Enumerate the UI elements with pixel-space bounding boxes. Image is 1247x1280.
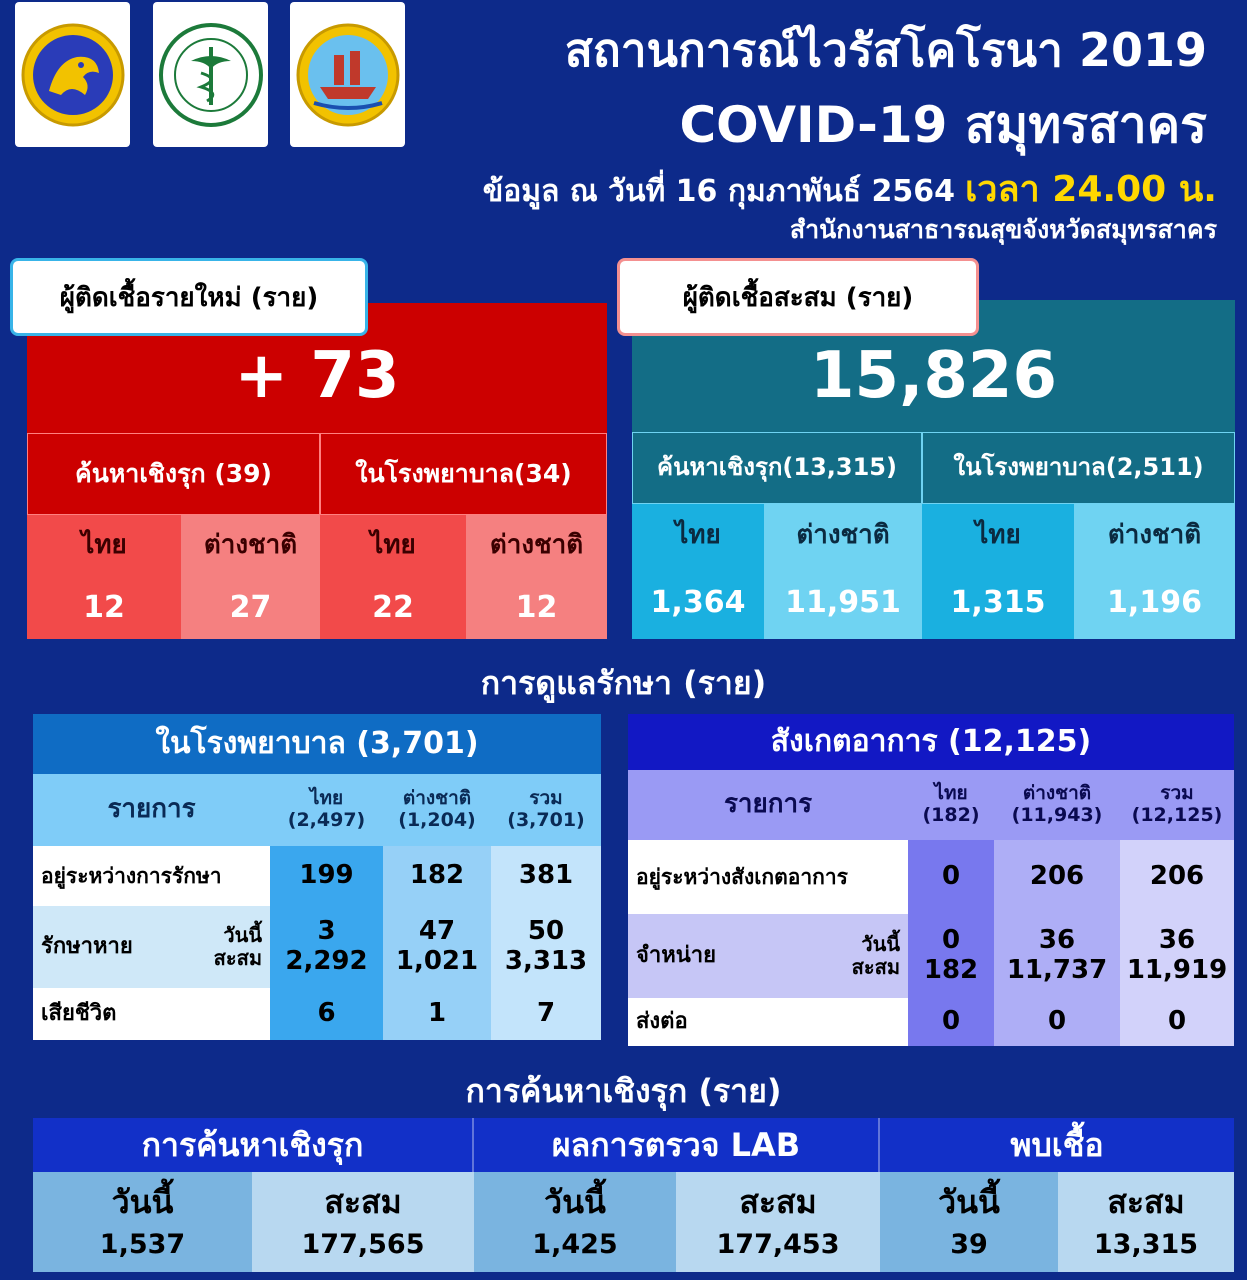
- new-cases-label: ผู้ติดเชื้อรายใหม่ (ราย): [10, 258, 368, 336]
- new-cases-total: + 73: [27, 303, 607, 433]
- new-active-foreign-label: ต่างชาติ: [181, 515, 320, 577]
- lab-result-col-header: ผลการตรวจ LAB: [474, 1118, 880, 1172]
- hospital-recovered-total-today: 50: [527, 916, 565, 947]
- observation-row-discharged: [628, 914, 908, 998]
- new-hosp-thai-value: 22: [320, 577, 466, 639]
- observation-discharged-total-cum: 11,919: [1126, 955, 1228, 985]
- observation-observing-foreign: 206: [994, 840, 1120, 914]
- observation-observing-thai: 0: [908, 840, 994, 914]
- hospital-recovered-today-label: วันนี้: [223, 923, 262, 947]
- junk-ship-emblem-icon: [294, 21, 402, 129]
- hospital-row-recovered: [33, 906, 270, 988]
- observation-col-thai: [908, 770, 994, 840]
- hospital-col-total-label: รวม: [529, 787, 563, 810]
- cum-hospital-header: ในโรงพยาบาล(2,511): [922, 432, 1235, 504]
- cum-active-thai-label: ไทย: [632, 504, 764, 568]
- hospital-col-item: รายการ: [33, 774, 270, 846]
- office-name: สำนักงานสาธารณสุขจังหวัดสมุทรสาคร: [789, 215, 1217, 244]
- hospital-row-recovered-sub: [214, 924, 262, 970]
- search-today: [33, 1172, 252, 1272]
- lab-today-value: 1,425: [532, 1228, 618, 1260]
- hospital-recovered-thai-cum: 2,292: [285, 946, 368, 976]
- new-active-thai-label: ไทย: [27, 515, 181, 577]
- hospital-recovered-total-cum: 3,313: [504, 946, 588, 976]
- hospital-col-foreign-count: (1,204): [398, 809, 476, 831]
- active-search-heading: การค้นหาเชิงรุก (ราย): [465, 1072, 782, 1110]
- hospital-recovered-cum-label: สะสม: [213, 946, 262, 970]
- hospital-treating-thai: 199: [270, 846, 383, 906]
- hospital-recovered-foreign-cum: 1,021: [395, 946, 479, 976]
- public-health-logo: [153, 2, 268, 147]
- cumulative-total: 15,826: [632, 300, 1235, 432]
- observation-col-thai-count: (182): [922, 804, 980, 826]
- observation-discharged-foreign-cum: 11,737: [1006, 955, 1108, 985]
- found-cum-label: สะสม: [1107, 1183, 1185, 1222]
- caduceus-emblem-icon: [157, 21, 265, 129]
- new-active-search-header: ค้นหาเชิงรุก (39): [27, 433, 320, 515]
- cum-hosp-foreign-label: ต่างชาติ: [1074, 504, 1235, 568]
- new-active-thai-value: 12: [27, 577, 181, 639]
- lab-today-label: วันนี้: [544, 1183, 606, 1222]
- title-line-1: สถานการณ์ไวรัสโคโรนา 2019: [564, 23, 1207, 77]
- observation-referred-total: 0: [1120, 998, 1234, 1046]
- lion-emblem-icon: [19, 21, 127, 129]
- observation-col-foreign-label: ต่างชาติ: [1022, 782, 1092, 805]
- hospital-table-title: ในโรงพยาบาล (3,701): [33, 714, 601, 774]
- new-hosp-foreign-label: ต่างชาติ: [466, 515, 607, 577]
- observation-discharged-today-label: วันนี้: [861, 932, 900, 956]
- hospital-recovered-thai-today: 3: [317, 916, 336, 947]
- lab-cum: [676, 1172, 880, 1272]
- hospital-col-thai: [270, 774, 383, 846]
- cum-active-thai-value: 1,364: [632, 568, 764, 639]
- observation-row-observing-label: อยู่ระหว่างสังเกตอาการ: [628, 840, 908, 914]
- observation-row-referred-label: ส่งต่อ: [628, 998, 908, 1046]
- observation-discharged-total-today: 36: [1158, 925, 1196, 956]
- care-heading: การดูแลรักษา (ราย): [480, 664, 767, 702]
- interior-ministry-logo: [15, 2, 130, 147]
- observation-discharged-thai: [908, 914, 994, 998]
- hospital-row-deaths-label: เสียชีวิต: [33, 988, 270, 1040]
- report-date-text: ข้อมูล ณ วันที่ 16 กุมภาพันธ์ 2564: [482, 174, 955, 209]
- hospital-treating-total: 381: [491, 846, 601, 906]
- observation-col-total-count: (12,125): [1131, 804, 1223, 826]
- hospital-recovered-foreign-today: 47: [418, 916, 456, 947]
- observation-col-item: รายการ: [628, 770, 908, 840]
- hospital-row-treating-label: อยู่ระหว่างการรักษา: [33, 846, 270, 906]
- hospital-deaths-foreign: 1: [383, 988, 491, 1040]
- found-today-label: วันนี้: [938, 1183, 1000, 1222]
- active-search-col-header: การค้นหาเชิงรุก: [33, 1118, 474, 1172]
- observation-referred-foreign: 0: [994, 998, 1120, 1046]
- observation-observing-total: 206: [1120, 840, 1234, 914]
- lab-cum-label: สะสม: [739, 1183, 817, 1222]
- observation-row-discharged-label: จำหน่าย: [636, 943, 717, 969]
- lab-today: [474, 1172, 676, 1272]
- found-col-header: พบเชื้อ: [880, 1118, 1234, 1172]
- observation-discharged-thai-today: 0: [941, 925, 961, 956]
- found-cum-value: 13,315: [1093, 1228, 1199, 1260]
- search-cum-value: 177,565: [301, 1228, 425, 1260]
- report-time: เวลา 24.00 น.: [964, 169, 1217, 210]
- observation-row-discharged-sub: [852, 933, 900, 979]
- search-cum-label: สะสม: [324, 1183, 402, 1222]
- cum-hosp-foreign-value: 1,196: [1074, 568, 1235, 639]
- hospital-col-total-count: (3,701): [507, 809, 585, 831]
- cum-active-search-header: ค้นหาเชิงรุก(13,315): [632, 432, 922, 504]
- observation-discharged-thai-cum: 182: [923, 955, 979, 985]
- hospital-row-recovered-label: รักษาหาย: [41, 934, 133, 960]
- new-hosp-thai-label: ไทย: [320, 515, 466, 577]
- cum-active-foreign-value: 11,951: [764, 568, 922, 639]
- hospital-col-thai-label: ไทย: [309, 787, 344, 810]
- cumulative-label: ผู้ติดเชื้อสะสม (ราย): [617, 258, 979, 336]
- title-line-2: COVID-19 สมุทรสาคร: [679, 96, 1207, 154]
- hospital-col-foreign-label: ต่างชาติ: [402, 787, 472, 810]
- samut-sakhon-province-logo: [290, 2, 405, 147]
- search-cum: [252, 1172, 474, 1272]
- cum-hosp-thai-label: ไทย: [922, 504, 1074, 568]
- search-today-label: วันนี้: [111, 1183, 174, 1222]
- observation-table-title: สังเกตอาการ (12,125): [628, 714, 1234, 770]
- observation-discharged-cum-label: สะสม: [851, 955, 900, 979]
- new-hosp-foreign-value: 12: [466, 577, 607, 639]
- hospital-deaths-total: 7: [491, 988, 601, 1040]
- observation-col-foreign: [994, 770, 1120, 840]
- observation-col-foreign-count: (11,943): [1011, 804, 1103, 826]
- hospital-col-total: [491, 774, 601, 846]
- hospital-recovered-total: [491, 906, 601, 988]
- found-cum: [1058, 1172, 1234, 1272]
- found-today-value: 39: [950, 1228, 988, 1260]
- hospital-recovered-foreign: [383, 906, 491, 988]
- hospital-deaths-thai: 6: [270, 988, 383, 1040]
- hospital-treating-foreign: 182: [383, 846, 491, 906]
- hospital-col-thai-count: (2,497): [287, 809, 366, 831]
- hospital-col-foreign: [383, 774, 491, 846]
- observation-referred-thai: 0: [908, 998, 994, 1046]
- observation-discharged-total: [1120, 914, 1234, 998]
- hospital-recovered-thai: [270, 906, 383, 988]
- observation-col-total-label: รวม: [1160, 782, 1194, 805]
- new-active-foreign-value: 27: [181, 577, 320, 639]
- observation-col-total: [1120, 770, 1234, 840]
- found-today: [880, 1172, 1058, 1272]
- new-hospital-header: ในโรงพยาบาล(34): [320, 433, 607, 515]
- observation-discharged-foreign-today: 36: [1038, 925, 1076, 956]
- report-date: [483, 160, 1217, 217]
- observation-col-thai-label: ไทย: [934, 782, 968, 805]
- lab-cum-value: 177,453: [716, 1228, 840, 1260]
- cum-hosp-thai-value: 1,315: [922, 568, 1074, 639]
- search-today-value: 1,537: [99, 1228, 186, 1260]
- cum-active-foreign-label: ต่างชาติ: [764, 504, 922, 568]
- observation-discharged-foreign: [994, 914, 1120, 998]
